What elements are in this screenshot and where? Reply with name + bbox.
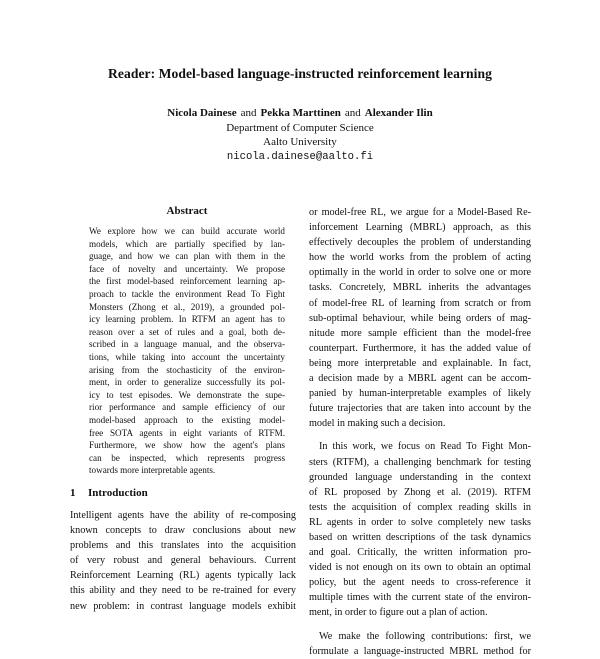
body-line: tasks. Concretely, MBRL inherits the advantages bbox=[309, 282, 531, 294]
body-line: new problem: in contrast language models exhibit bbox=[70, 600, 296, 612]
abstract-line: scribed in a language manual, and the observa- bbox=[89, 339, 285, 350]
abstract-line: reason over a set of rules and a goal, both de- bbox=[89, 326, 285, 337]
body-line: multiple times with the current state of the environ- bbox=[309, 592, 531, 604]
body-line: known concepts to draw conclusions about new bbox=[70, 525, 296, 537]
section-heading bbox=[70, 487, 290, 499]
abstract-line: We explore how we can build accurate world bbox=[89, 226, 285, 236]
body-line: tests the acquisition of complex reading skills in bbox=[309, 501, 531, 513]
abstract-heading: Abstract bbox=[166, 205, 208, 217]
right-column bbox=[309, 205, 531, 659]
abstract-line: tions, while taking into account the uncertainty bbox=[89, 351, 285, 362]
body-line: of RL proposed by Zhong et al. (2019). RTFM bbox=[309, 486, 531, 498]
author-block bbox=[0, 106, 600, 164]
university: Aalto University bbox=[263, 136, 337, 148]
abstract-line: proach to tackle the environment Read To Fight bbox=[89, 288, 285, 299]
abstract-line: ment, in order to generalize successfully its pol- bbox=[89, 377, 285, 388]
abstract-line: rior performance and sample efficiency of our bbox=[89, 402, 285, 413]
body-line: being more interpretable and explainable. In fact, bbox=[309, 357, 531, 369]
paper-title: Reader: Model-based language-instructed reinforcement learning bbox=[108, 66, 492, 81]
body-line: how the world works from the problem of acting bbox=[309, 252, 531, 264]
body-line: counterpart. Furthermore, it has the added value of bbox=[309, 342, 531, 354]
abstract-line: model-based approach to the existing model- bbox=[89, 414, 285, 425]
body-line: optimally in the world in order to solve one or more bbox=[309, 267, 531, 279]
paragraph bbox=[309, 439, 531, 620]
section-number: 1 bbox=[70, 487, 76, 499]
abstract-line: icy to test episodes. We demonstrate the supe- bbox=[89, 389, 285, 400]
body-line: RL agents in order to solve completely new tasks bbox=[309, 516, 531, 528]
abstract-line: towards more interpretable agents. bbox=[89, 465, 216, 476]
author-separator: and bbox=[344, 107, 361, 119]
author-name: Alexander Ilin bbox=[364, 107, 433, 119]
abstract-line: the first model-based reinforcement learning ap- bbox=[89, 276, 285, 287]
body-line: or model-free RL, we argue for a Model-Based Re- bbox=[309, 207, 531, 218]
body-line: model in making such a decision. bbox=[309, 418, 446, 430]
abstract-line: can be inspected, which represents progress bbox=[89, 452, 285, 463]
abstract-line: Furthermore, we show how the agent's plans bbox=[89, 440, 285, 451]
body-line: panied by human-interpretable examples of likely bbox=[309, 388, 531, 400]
paragraph-gap bbox=[309, 431, 531, 439]
body-line: of very robust and general behaviours. Current bbox=[70, 555, 296, 567]
author-name: Nicola Dainese bbox=[167, 107, 237, 119]
abstract-line: Monsters (Zhong et al., 2019), a grounded pol- bbox=[89, 301, 285, 312]
author-names bbox=[0, 106, 600, 121]
body-line: problems and this translates into the acquisition bbox=[70, 540, 296, 552]
abstract-line: models, which are partially specified by lan- bbox=[89, 238, 285, 249]
introduction-body bbox=[70, 508, 296, 614]
body-line: a decision made by a MBRL agent can be accom- bbox=[309, 373, 531, 385]
section-title: Introduction bbox=[88, 487, 148, 499]
body-line: future trajectories that are taken into account by the bbox=[309, 403, 531, 415]
department: Department of Computer Science bbox=[226, 121, 374, 134]
abstract-body bbox=[89, 225, 285, 477]
paragraph bbox=[309, 205, 531, 431]
body-line: this ability and they need to be re-trained for every bbox=[70, 585, 296, 597]
body-line: We make the following contributions: first, we bbox=[319, 630, 531, 642]
author-name: Pekka Marttinen bbox=[260, 107, 341, 119]
body-line: nitude more sample efficient than the model-free bbox=[309, 327, 531, 339]
abstract-line: free SOTA agents in eight variants of RTFM. bbox=[89, 427, 285, 438]
body-line: ment, in order to figure out a plan of action. bbox=[309, 607, 488, 619]
body-line: of model-free RL of learning from scratch or from bbox=[309, 297, 531, 309]
body-line: sub-optimal behaviour, while being orders of mag- bbox=[309, 312, 531, 324]
body-line: policy, but the agent needs to cross-reference it bbox=[309, 577, 531, 589]
body-line: effectively decouples the problem of understanding bbox=[309, 237, 531, 249]
body-line: In this work, we focus on Read To Fight Mon- bbox=[319, 441, 531, 453]
body-line: Reinforcement Learning (RL) agents typically lack bbox=[70, 570, 296, 582]
author-separator: and bbox=[240, 107, 257, 119]
abstract-line: guage, and how we can plan with them in the bbox=[89, 251, 285, 262]
paragraph-gap bbox=[309, 621, 531, 629]
body-line: based on written descriptions of the task dynamics bbox=[309, 531, 531, 543]
body-line: inforcement Learning (MBRL) approach, as this bbox=[309, 222, 531, 234]
body-line: vided is not enough on its own to obtain an optimal bbox=[309, 562, 531, 574]
body-line: grounded language understanding in the context bbox=[309, 471, 531, 483]
body-line: formulate a language-instructed MBRL method for bbox=[309, 645, 531, 657]
abstract-line: face of novelty and uncertainty. We propose bbox=[89, 263, 285, 274]
email-address: nicola.dainese@aalto.fi bbox=[226, 150, 374, 163]
body-line: Intelligent agents have the ability of re-composing bbox=[70, 510, 296, 521]
abstract-line: arising from the stochasticity of the environ- bbox=[89, 364, 285, 375]
body-line: sters (RTFM), a challenging benchmark for testing bbox=[309, 456, 531, 468]
paragraph bbox=[309, 629, 531, 659]
body-line: and goal. Critically, the written information pro- bbox=[309, 547, 531, 559]
abstract-line: icy learning problem. In RTFM an agent has to bbox=[89, 314, 285, 325]
